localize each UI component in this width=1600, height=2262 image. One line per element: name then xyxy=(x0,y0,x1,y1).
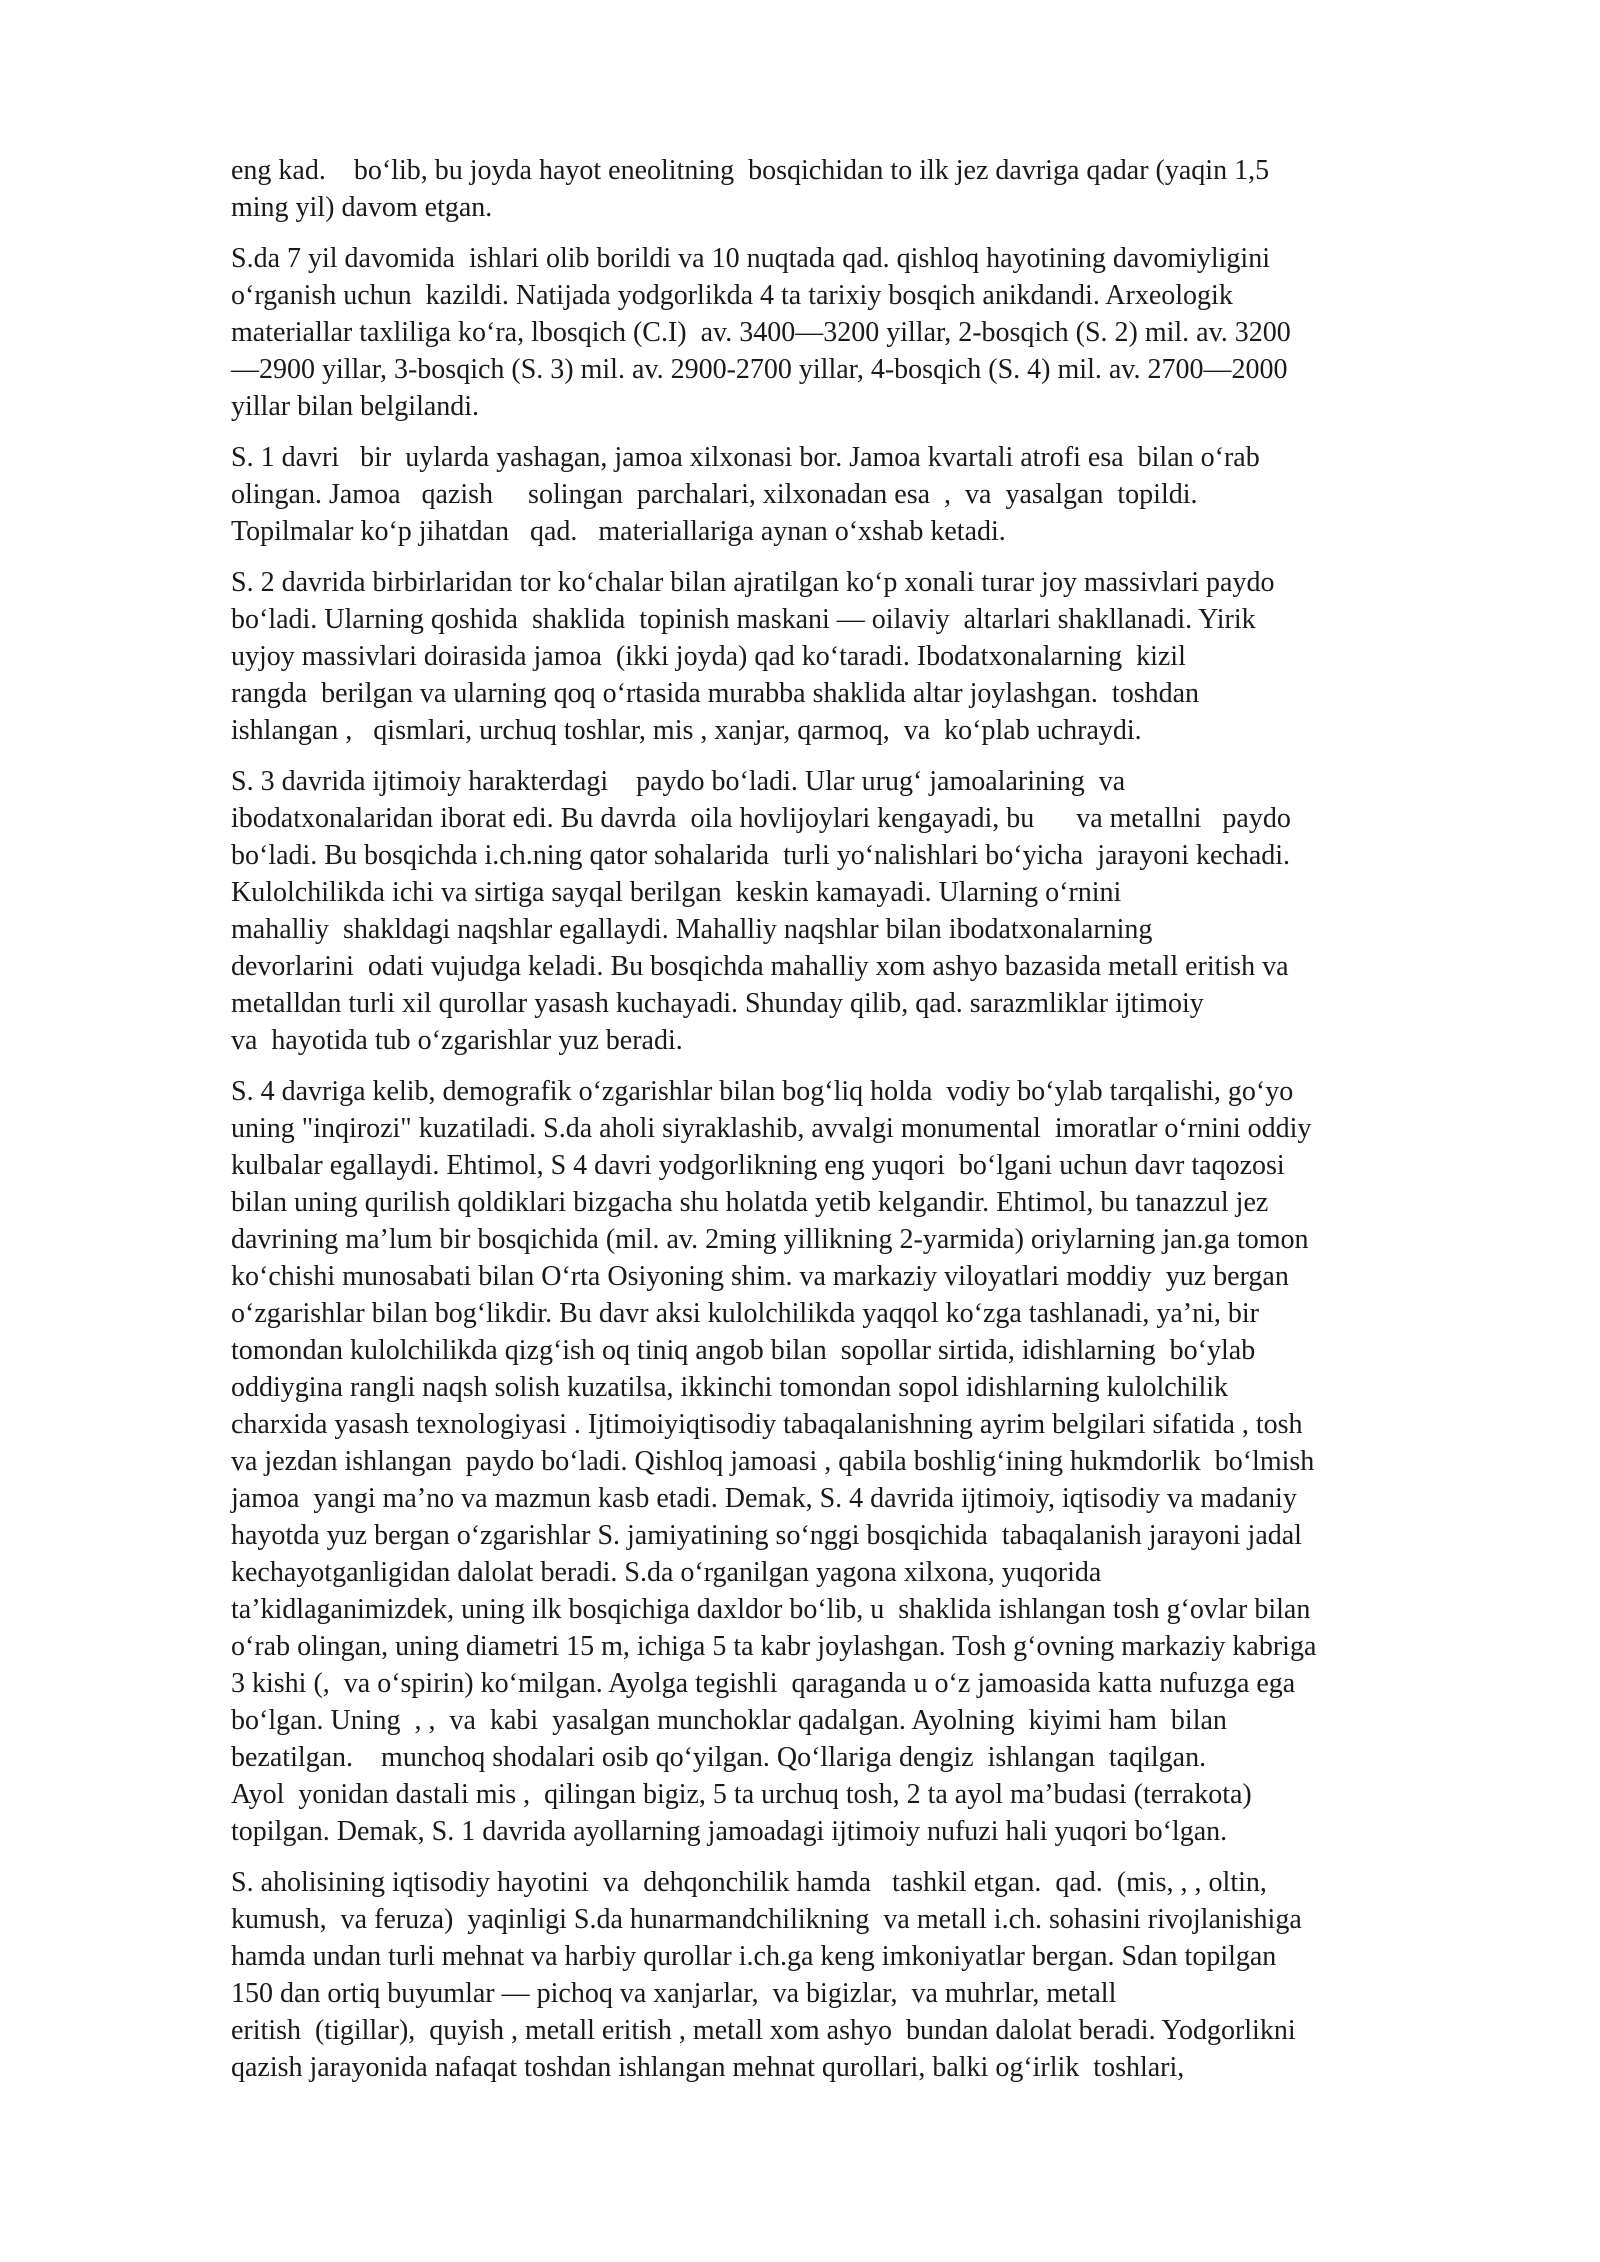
paragraph-7 xyxy=(231,1864,1491,2086)
text-line: bilan uning qurilish qoldiklari bizgacha shu holatda yetib kelgandir. Ehtimol, bu tanazzul jez xyxy=(231,1187,1269,1218)
text-line: —2900 yillar, 3-bosqich (S. 3) mil. av. 2900-2700 yillar, 4-bosqich (S. 4) mil. av. 2700—2000 xyxy=(231,354,1288,385)
paragraph-4 xyxy=(231,564,1491,749)
text-line: uyjoy massivlari doirasida jamoa (ikki joyda) qad ko‘taradi. Ibodatxonalarning kizil xyxy=(231,641,1186,672)
text-line: S. 3 davrida ijtimoiy harakterdagi paydo bo‘ladi. Ular urug‘ jamoalarining va xyxy=(231,766,1126,797)
text-line: olingan. Jamoa qazish solingan parchalari, xilxonadan esa , va yasalgan topildi. xyxy=(231,479,1198,510)
paragraph-1 xyxy=(231,152,1491,226)
text-line: davrining ma’lum bir bosqichida (mil. av. 2ming yillikning 2-yarmida) oriylarning jan.ga tomon xyxy=(231,1224,1309,1255)
text-line: materiallar taxliliga ko‘ra, lbosqich (C.I) av. 3400—3200 yillar, 2-bosqich (S. 2) mil. av. 3200 xyxy=(231,317,1291,348)
text-line: S. aholisining iqtisodiy hayotini va dehqonchilik hamda tashkil etgan. qad. (mis, , , oltin, xyxy=(231,1867,1267,1898)
text-line: kechayotganligidan dalolat beradi. S.da o‘rganilgan yagona xilxona, yuqorida xyxy=(231,1557,1102,1588)
text-line: 3 kishi (, va o‘spirin) ko‘milgan. Ayolga tegishli qaraganda u o‘z jamoasida katta nufuzga ega xyxy=(231,1668,1296,1699)
text-line: o‘zgarishlar bilan bog‘likdir. Bu davr aksi kulolchilikda yaqqol ko‘zga tashlanadi, ya’ni, bir xyxy=(231,1298,1259,1329)
text-line: uning "inqirozi" kuzatiladi. S.da aholi siyraklashib, avvalgi monumental imoratlar o‘rnini oddiy xyxy=(231,1113,1312,1144)
text-line: bezatilgan. munchoq shodalari osib qo‘yilgan. Qo‘llariga dengiz ishlangan taqilgan. xyxy=(231,1742,1207,1773)
text-line: metalldan turli xil qurollar yasash kuchayadi. Shunday qilib, qad. sarazmliklar ijtimoiy xyxy=(231,988,1204,1019)
text-line: Kulolchilikda ichi va sirtiga sayqal berilgan keskin kamayadi. Ularning o‘rnini xyxy=(231,877,1122,908)
text-line: topilgan. Demak, S. 1 davrida ayollarning jamoadagi ijtimoiy nufuzi hali yuqori bo‘lgan. xyxy=(231,1816,1228,1847)
text-line: eng kad. bo‘lib, bu joyda hayot eneolitning bosqichidan to ilk jez davriga qadar (yaqin 1,5 xyxy=(231,155,1270,186)
text-line: o‘rganish uchun kazildi. Natijada yodgorlikda 4 ta tarixiy bosqich anikdandi. Arxeologik xyxy=(231,280,1233,311)
text-line: hamda undan turli mehnat va harbiy qurollar i.ch.ga keng imkoniyatlar bergan. Sdan topilgan xyxy=(231,1941,1277,1972)
text-line: kumush, va feruza) yaqinligi S.da hunarmandchilikning va metall i.ch. sohasini rivojlanishiga xyxy=(231,1904,1302,1935)
text-line: S.da 7 yil davomida ishlari olib borildi va 10 nuqtada qad. qishloq hayotining davomiyligini xyxy=(231,243,1270,274)
text-line: o‘rab olingan, uning diametri 15 m, ichiga 5 ta kabr joylashgan. Tosh g‘ovning markaziy kabriga xyxy=(231,1631,1317,1662)
paragraph-5 xyxy=(231,763,1491,1059)
text-line: yillar bilan belgilandi. xyxy=(231,391,480,422)
text-line: S. 1 davri bir uylarda yashagan, jamoa xilxonasi bor. Jamoa kvartali atrofi esa bilan o‘rab xyxy=(231,442,1260,473)
text-line: bo‘ladi. Ularning qoshida shaklida topinish maskani — oilaviy altarlari shakllanadi. Yirik xyxy=(231,604,1256,635)
text-line: ko‘chishi munosabati bilan O‘rta Osiyoning shim. va markaziy viloyatlari moddiy yuz bergan xyxy=(231,1261,1289,1292)
text-line: oddiygina rangli naqsh solish kuzatilsa, ikkinchi tomondan sopol idishlarning kulolchilik xyxy=(231,1372,1229,1403)
text-line: S. 4 davriga kelib, demografik o‘zgarishlar bilan bog‘liq holda vodiy bo‘ylab tarqalishi, go‘yo xyxy=(231,1076,1294,1107)
text-line: jamoa yangi ma’no va mazmun kasb etadi. Demak, S. 4 davrida ijtimoiy, iqtisodiy va madaniy xyxy=(231,1483,1297,1514)
text-line: mahalliy shakldagi naqshlar egallaydi. Mahalliy naqshlar bilan ibodatxonalarning xyxy=(231,914,1153,945)
text-line: qazish jarayonida nafaqat toshdan ishlangan mehnat qurollari, balki og‘irlik toshlari, xyxy=(231,2052,1185,2083)
paragraph-2 xyxy=(231,240,1491,425)
text-line: eritish (tigillar), quyish , metall eritish , metall xom ashyo bundan dalolat beradi. Yodgorlikni xyxy=(231,2015,1296,2046)
text-line: Topilmalar ko‘p jihatdan qad. materiallariga aynan o‘xshab ketadi. xyxy=(231,516,1006,547)
text-line: S. 2 davrida birbirlaridan tor ko‘chalar bilan ajratilgan ko‘p xonali turar joy massivlari paydo xyxy=(231,567,1275,598)
text-line: va jezdan ishlangan paydo bo‘ladi. Qishloq jamoasi , qabila boshlig‘ining hukmdorlik bo‘lmish xyxy=(231,1446,1315,1477)
text-line: bo‘ladi. Bu bosqichda i.ch.ning qator sohalarida turli yo‘nalishlari bo‘yicha jarayoni kechadi. xyxy=(231,840,1291,871)
text-line: bo‘lgan. Uning , , va kabi yasalgan munchoklar qadalgan. Ayolning kiyimi ham bilan xyxy=(231,1705,1227,1736)
text-line: hayotda yuz bergan o‘zgarishlar S. jamiyatining so‘nggi bosqichida tabaqalanish jarayoni jadal xyxy=(231,1520,1302,1551)
text-line: devorlarini odati vujudga keladi. Bu bosqichda mahalliy xom ashyo bazasida metall eritish va xyxy=(231,951,1289,982)
paragraph-3 xyxy=(231,439,1491,550)
text-line: ibodatxonalaridan iborat edi. Bu davrda oila hovlijoylari kengayadi, bu va metallni paydo xyxy=(231,803,1291,834)
text-line: ming yil) davom etgan. xyxy=(231,192,493,223)
document-page xyxy=(231,152,1491,2100)
text-line: ishlangan , qismlari, urchuq toshlar, mis , xanjar, qarmoq, va ko‘plab uchraydi. xyxy=(231,715,1142,746)
text-line: ta’kidlaganimizdek, uning ilk bosqichiga daxldor bo‘lib, u shaklida ishlangan tosh g‘ovlar bilan xyxy=(231,1594,1311,1625)
text-line: rangda berilgan va ularning qoq o‘rtasida murabba shaklida altar joylashgan. toshdan xyxy=(231,678,1200,709)
paragraph-6 xyxy=(231,1073,1491,1850)
text-line: 150 dan ortiq buyumlar — pichoq va xanjarlar, va bigizlar, va muhrlar, metall xyxy=(231,1978,1117,2009)
text-line: Ayol yonidan dastali mis , qilingan bigiz, 5 ta urchuq tosh, 2 ta ayol ma’budasi (terrakota) xyxy=(231,1779,1252,1810)
text-line: tomondan kulolchilikda qizg‘ish oq tiniq angob bilan sopollar sirtida, idishlarning bo‘ylab xyxy=(231,1335,1256,1366)
text-line: kulbalar egallaydi. Ehtimol, S 4 davri yodgorlikning eng yuqori bo‘lgani uchun davr taqozosi xyxy=(231,1150,1285,1181)
text-line: va hayotida tub o‘zgarishlar yuz beradi. xyxy=(231,1025,683,1056)
text-line: charxida yasash texnologiyasi . Ijtimoiyiqtisodiy tabaqalanishning ayrim belgilari sifatida , tosh xyxy=(231,1409,1303,1440)
